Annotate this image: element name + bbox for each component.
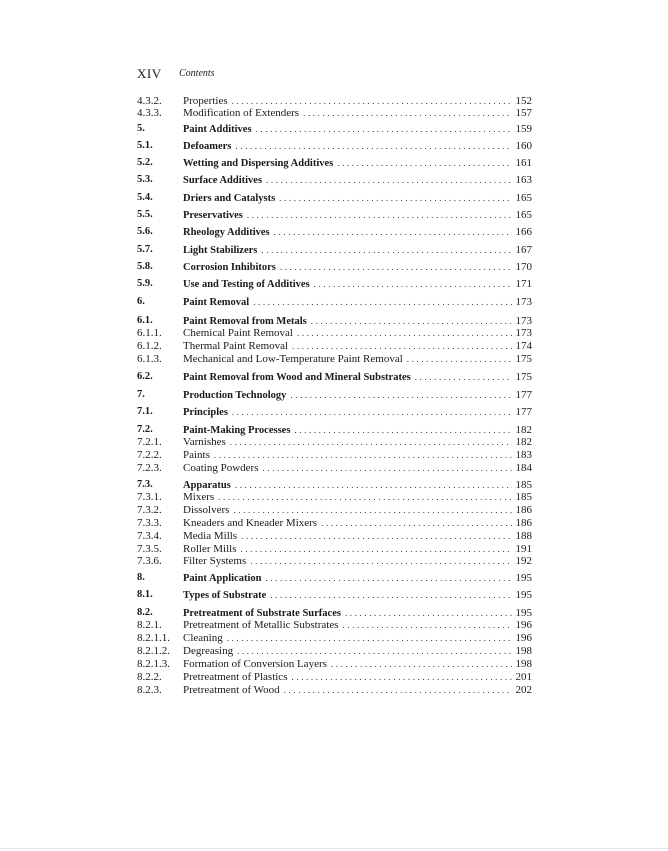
dot-leader (230, 435, 512, 449)
toc-entry (137, 529, 532, 543)
toc-entry-page: 174 (515, 340, 532, 352)
toc-entry-title: Paint Removal from Metals (183, 316, 307, 327)
toc-entry-title: Light Stabilizers (183, 245, 258, 256)
toc-entry-title: Paints (183, 449, 210, 461)
toc-entry-title: Wetting and Dispersing Additives (183, 158, 334, 169)
toc-entry-page: 173 (515, 327, 532, 339)
toc-entry-title: Degreasing (183, 645, 234, 657)
toc-entry-page: 167 (515, 244, 532, 256)
dot-leader (253, 295, 511, 309)
toc-entry-title: Roller Mills (183, 543, 237, 555)
toc-entry-number: 5.3. (137, 174, 153, 185)
page-header (137, 66, 537, 84)
toc-entry-page: 192 (515, 555, 532, 567)
toc-entry-page: 165 (515, 192, 532, 204)
toc-entry (137, 156, 532, 170)
toc-entry-title: Preservatives (183, 210, 243, 221)
toc-entry-number: 7.3.3. (137, 517, 162, 529)
toc-entry-title: Varnishes (183, 436, 226, 448)
toc-entry-title: Dissolvers (183, 504, 230, 516)
toc-entry-page: 166 (515, 226, 532, 238)
toc-entry-number: 7.3.2. (137, 504, 162, 516)
dot-leader (270, 588, 511, 602)
toc-entry-page: 185 (515, 479, 532, 491)
toc-entry-number: 7.2.1. (137, 436, 162, 448)
toc-entry-number: 7.2. (137, 424, 153, 435)
toc-entry-number: 6.1.3. (137, 353, 162, 365)
toc-entry-page: 198 (515, 645, 532, 657)
toc-entry-number: 7.2.2. (137, 449, 162, 461)
toc-entry-page: 184 (515, 462, 532, 474)
toc-entry-page: 185 (515, 491, 532, 503)
toc-entry-page: 159 (515, 123, 532, 135)
dot-leader (291, 670, 511, 684)
toc-entry (137, 644, 532, 658)
toc-entry-title: Paint Application (183, 573, 262, 584)
toc-entry-page: 195 (515, 589, 532, 601)
toc-entry-title: Formation of Conversion Layers (183, 658, 327, 670)
toc-entry-title: Properties (183, 95, 228, 107)
toc-entry-number: 6.1.1. (137, 327, 162, 339)
dot-leader (292, 339, 511, 353)
toc-entry-number: 5.7. (137, 244, 153, 255)
dot-leader (314, 277, 512, 291)
toc-entry (137, 370, 532, 384)
toc-entry (137, 683, 532, 697)
toc-entry-page: 171 (515, 278, 532, 290)
toc-entry-title: Pretreatment of Wood (183, 684, 280, 696)
toc-entry-title: Chemical Paint Removal (183, 327, 293, 339)
toc-entry (137, 352, 532, 366)
toc-entry-title: Types of Substrate (183, 590, 267, 601)
toc-entry (137, 503, 532, 517)
dot-leader (235, 139, 511, 153)
toc-entry-number: 5.9. (137, 278, 153, 289)
toc-entry (137, 173, 532, 187)
dot-leader (337, 156, 511, 170)
toc-entry-number: 7. (137, 389, 145, 400)
toc-entry-number: 5.5. (137, 209, 153, 220)
toc-entry-page: 195 (515, 572, 532, 584)
dot-leader (407, 352, 512, 366)
toc-entry (137, 588, 532, 602)
dot-leader (237, 644, 511, 658)
toc-entry-page: 173 (515, 296, 532, 308)
toc-entry-title: Pretreatment of Substrate Surfaces (183, 608, 341, 619)
toc-entry-page: 175 (515, 371, 532, 383)
toc-entry (137, 554, 532, 568)
dot-leader (266, 173, 511, 187)
toc-entry-title: Thermal Paint Removal (183, 340, 289, 352)
toc-entry-title: Surface Additives (183, 175, 263, 186)
toc-entry-title: Production Technology (183, 390, 287, 401)
toc-entry-page: 175 (515, 353, 532, 365)
toc-entry-number: 7.3.6. (137, 555, 162, 567)
toc-entry-page: 183 (515, 449, 532, 461)
dot-leader (241, 529, 511, 543)
toc-entry-page: 157 (515, 107, 532, 119)
toc-entry-title: Mixers (183, 491, 215, 503)
toc-entry-number: 8.2.2. (137, 671, 162, 683)
dot-leader (321, 516, 511, 530)
dot-leader (297, 326, 512, 340)
toc-entry-title: Use and Testing of Additives (183, 279, 310, 290)
toc-entry-title: Rheology Additives (183, 227, 270, 238)
toc-entry-number: 8.2. (137, 607, 153, 618)
dot-leader (232, 405, 512, 419)
toc-entry-title: Defoamers (183, 141, 232, 152)
dot-leader (415, 370, 512, 384)
toc-entry-title: Modification of Extenders (183, 107, 300, 119)
toc-entry-title: Paint Additives (183, 124, 252, 135)
dot-leader (290, 388, 511, 402)
dot-leader (284, 683, 512, 697)
toc-entry-number: 8.2.1. (137, 619, 162, 631)
toc-entry (137, 516, 532, 530)
toc-entry (137, 405, 532, 419)
toc-entry-number: 5.1. (137, 140, 153, 151)
toc-entry-page: 198 (515, 658, 532, 670)
toc-entry-title: Paint Removal from Wood and Mineral Substrates (183, 372, 411, 383)
toc-entry-number: 5.4. (137, 192, 153, 203)
toc-entry-page: 182 (515, 436, 532, 448)
toc-entry-page: 163 (515, 174, 532, 186)
dot-leader (218, 490, 511, 504)
toc-entry-title: Principles (183, 407, 228, 418)
toc-entry (137, 106, 532, 120)
dot-leader (265, 571, 511, 585)
toc-entry (137, 461, 532, 475)
toc-entry-page: 182 (515, 424, 532, 436)
toc-entry-page: 191 (515, 543, 532, 555)
toc-entry (137, 435, 532, 449)
toc-entry-page: 152 (515, 95, 532, 107)
toc-entry (137, 295, 532, 309)
toc-entry-number: 8.1. (137, 589, 153, 600)
toc-entry-number: 7.3.5. (137, 543, 162, 555)
toc-entry-page: 196 (515, 632, 532, 644)
dot-leader (342, 618, 511, 632)
toc-entry-title: Paint Removal (183, 297, 250, 308)
toc-entry (137, 670, 532, 684)
toc-entry-page: 202 (515, 684, 532, 696)
toc-entry (137, 260, 532, 274)
page-bottom-edge (0, 848, 668, 849)
toc-entry-page: 196 (515, 619, 532, 631)
toc-entry-page: 188 (515, 530, 532, 542)
dot-leader (227, 631, 512, 645)
toc-entry-number: 5.2. (137, 157, 153, 168)
toc-entry-page: 201 (515, 671, 532, 683)
toc-entry-number: 8.2.3. (137, 684, 162, 696)
toc-entry-page: 161 (515, 157, 532, 169)
toc-entry-page: 177 (515, 389, 532, 401)
toc-entry-number: 7.3.1. (137, 491, 162, 503)
toc-entry-number: 5. (137, 123, 145, 134)
toc-entry-title: Driers and Catalysts (183, 193, 276, 204)
toc-entry (137, 225, 532, 239)
dot-leader (262, 461, 511, 475)
toc-entry (137, 191, 532, 205)
dot-leader (274, 225, 512, 239)
toc-entry (137, 490, 532, 504)
toc-entry-number: 8.2.1.1. (137, 632, 170, 644)
dot-leader (250, 554, 511, 568)
toc-entry-page: 195 (515, 607, 532, 619)
toc-entry-number: 7.1. (137, 406, 153, 417)
toc-entry-number: 8.2.1.3. (137, 658, 170, 670)
toc-entry-number: 6.1. (137, 315, 153, 326)
page-number: XIV (137, 66, 162, 81)
toc-entry-number: 6.1.2. (137, 340, 162, 352)
toc-entry-title: Pretreatment of Plastics (183, 671, 288, 683)
toc-entry-title: Filter Systems (183, 555, 247, 567)
toc-entry-page: 173 (515, 315, 532, 327)
toc-entry-page: 165 (515, 209, 532, 221)
toc-entry-number: 4.3.2. (137, 95, 162, 107)
toc-entry (137, 139, 532, 153)
toc-entry-number: 7.3.4. (137, 530, 162, 542)
toc-entry-number: 7.3. (137, 479, 153, 490)
toc-entry-title: Paint-Making Processes (183, 425, 291, 436)
toc-entry (137, 339, 532, 353)
toc-entry (137, 631, 532, 645)
dot-leader (331, 657, 512, 671)
running-title: Contents (179, 68, 215, 79)
dot-leader (256, 122, 512, 136)
toc-entry (137, 122, 532, 136)
dot-leader (303, 106, 511, 120)
toc-entry-page: 177 (515, 406, 532, 418)
toc-entry (137, 618, 532, 632)
toc-entry (137, 277, 532, 291)
toc-entry-number: 4.3.3. (137, 107, 162, 119)
toc-entry-title: Kneaders and Kneader Mixers (183, 517, 318, 529)
toc-entry-page: 160 (515, 140, 532, 152)
toc-entry-number: 6. (137, 296, 145, 307)
toc-entry-page: 186 (515, 517, 532, 529)
toc-entry (137, 326, 532, 340)
toc-entry-number: 8.2.1.2. (137, 645, 170, 657)
toc-entry-number: 5.8. (137, 261, 153, 272)
toc-entry-title: Cleaning (183, 632, 223, 644)
toc-entry-title: Media Mills (183, 530, 238, 542)
dot-leader (279, 191, 511, 205)
toc-entry (137, 571, 532, 585)
toc-entry-title: Coating Powders (183, 462, 259, 474)
toc-entry-number: 7.2.3. (137, 462, 162, 474)
toc-entry-number: 8. (137, 572, 145, 583)
dot-leader (261, 243, 511, 257)
toc-entry (137, 448, 532, 462)
toc-entry-page: 170 (515, 261, 532, 273)
dot-leader (214, 448, 512, 462)
toc-entry (137, 657, 532, 671)
dot-leader (280, 260, 512, 274)
toc-entry (137, 243, 532, 257)
toc-entry-page: 186 (515, 504, 532, 516)
toc-entry-title: Apparatus (183, 480, 231, 491)
toc-entry-title: Mechanical and Low-Temperature Paint Removal (183, 353, 403, 365)
toc-entry (137, 388, 532, 402)
toc-entry-number: 5.6. (137, 226, 153, 237)
dot-leader (247, 208, 512, 222)
toc-entry (137, 208, 532, 222)
dot-leader (233, 503, 511, 517)
toc-entry-title: Corrosion Inhibitors (183, 262, 276, 273)
toc-entry-title: Pretreatment of Metallic Substrates (183, 619, 339, 631)
toc-entry-number: 6.2. (137, 371, 153, 382)
